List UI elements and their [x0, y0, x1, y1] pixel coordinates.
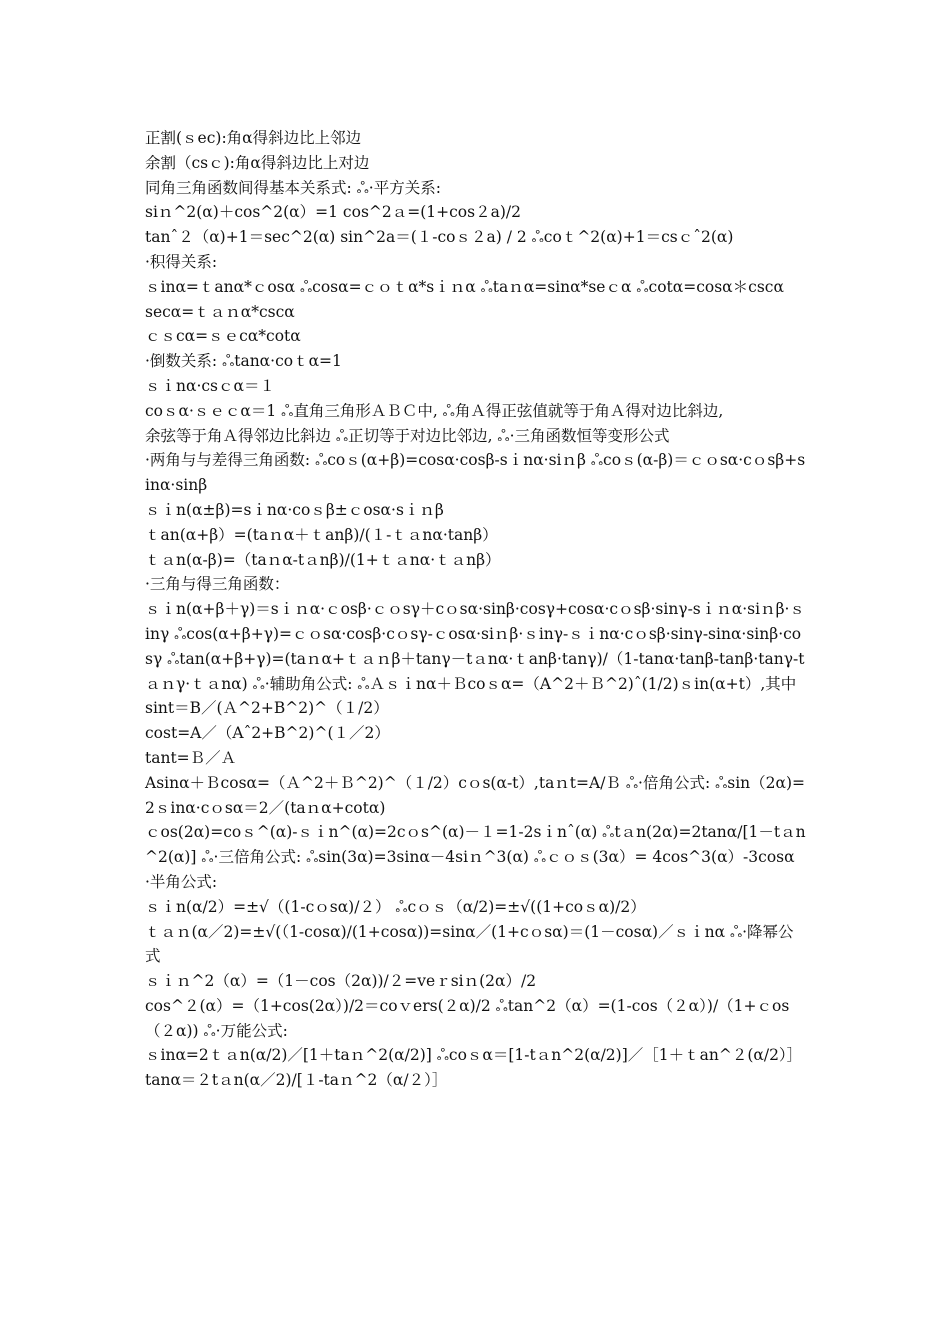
text-line: sint＝B／(Ａ^2+B^2)^（１/2）: [145, 699, 389, 718]
text-line: ｓinα=2ｔａn(α/2)／[1＋taｎ^2(α/2)] ஃcoｓα＝[1-tａn^2(α/2)]／［1＋ｔan^２(α/2）］: [145, 1046, 803, 1065]
text-line: ·倒数关系: ஃtanα·coｔα=1: [145, 352, 342, 371]
text-line: ｃｓcα=ｓｅcα*cotα: [145, 327, 301, 346]
text-line: ·三角与得三角函数：: [145, 575, 290, 594]
text-line: cost=A／（Aˆ2+B^2)^(１／2）: [145, 724, 390, 743]
text-line: ｓｉｎ^2（α）=（1－cos（2α))/２=veｒsiｎ(2α）/2: [145, 972, 537, 991]
text-line: 余弦等于角Ａ得邻边比斜边 ஃ正切等于对边比邻边, ஃ·三角函数恒等变形公式: [145, 426, 670, 445]
text-line: ｓｉnα·csｃα＝１: [145, 376, 275, 395]
text-line: tanˆ２（α)+1＝sec^2(α) sin^2a＝(１-coｓ２a) / 2 ஃcoｔ^2(α)+1＝csｃˆ2(α): [145, 228, 734, 247]
text-line: ｔan(α+β）=(taｎα＋ｔanβ)/(１-ｔａnα·tanβ）: [145, 525, 498, 544]
text-line: Asinα＋Ｂcosα=（Ａ^2＋Ｂ^2)^（１/2）cｏs(α-t）,taｎt=A/Ｂ ஃ·倍角公式: ஃsin（2α)=2ｓinα·cｏsα＝2／(taｎα+cotα): [145, 773, 806, 817]
formula-text-body: [145, 126, 807, 1093]
text-line: cos^２(α）=（1+cos(2α）)/2＝coｖers(２α)/2 ஃtan^2（α）=(1-cos（２α）)/（1+ｃos（２α)) ஃ·万能公式:: [145, 996, 790, 1040]
text-line: 正割(ｓec):角α得斜边比上邻边: [145, 129, 362, 147]
text-line: ｓｉn(α+β＋γ)＝sｉｎα·ｃosβ·ｃｏsγ＋cｏsα·sinβ·cosγ+cosα·cｏsβ·sinγ-sｉｎα·siｎβ·ｓinγ ஃcos(α+β+γ)=ｃｏsα·cosβ·cｏsγ-ｃosα·siｎβ·ｓinγ-ｓｉnα·cｏsβ·sinγ-sinα·sinβ·cosγ ஃtan(α+β+γ)=(taｎα+ｔａｎβ＋tanγ－tａnα·ｔanβ·tanγ)/（1-tanα·tanβ-tanβ·tanγ-tａｎγ·ｔａnα) ஃ·辅助角公式: ஃＡｓｉnα＋Ｂcoｓα=（A^2＋Ｂ^2)ˆ(1/2)ｓin(α+t）,其中: [145, 600, 805, 693]
text-line: ｓｉn(α±β)=sｉnα·coｓβ±ｃosα·sｉｎβ: [145, 500, 444, 519]
text-line: ·两角与与差得三角函数: ஃcoｓ(α+β)=cosα·cosβ-sｉnα·siｎβ ஃcoｓ(α-β)＝ｃｏsα·cｏsβ+sinα·sinβ: [145, 451, 806, 495]
text-line: ｔａｎ(α／2)=±√(（1-cosα)/(1+cosα))=sinα／(1+cｏsα)＝(1－cosα)／ｓｉnα ஃ·降幂公式: [145, 922, 794, 966]
text-line: ·半角公式:: [145, 872, 218, 891]
text-line: ·积得关系:: [145, 252, 218, 271]
text-line: 余割（csｃ):角α得斜边比上对边: [145, 153, 370, 172]
text-line: tant=Ｂ／Ａ: [145, 748, 237, 767]
text-line: ｓinα=ｔanα*ｃosα ஃcosα=ｃｏｔα*sｉｎα ஃtaｎα=sinα*seｃα ஃcotα=cosα＊cscα: [145, 277, 784, 296]
text-line: ｓｉn(α/2）=±√（(1-cｏsα)/２） ஃcｏｓ（α/2)=±√((1+coｓα)/2）: [145, 897, 646, 916]
text-line: siｎ^2(α)＋cos^2(α）=1 cos^2ａ=(1+cos２a)/2: [145, 203, 521, 222]
text-line: 同角三角函数间得基本关系式: ஃ·平方关系:: [145, 178, 441, 197]
text-line: ｃos(2α)=coｓ^(α)-ｓｉn^(α)=2cｏs^(α)－１=1-2sｉnˆ(α) ஃtａn(2α)=2tanα/[1－tａn^2(α)] ஃ·三倍角公式: ஃsin(3α)=3sinα－4siｎ^3(α) ஃｃｏｓ(3α）= 4cos^3(α）-3cosα: [145, 823, 806, 867]
text-line: secα=ｔａｎα*cscα: [145, 302, 295, 321]
text-line: coｓα·ｓｅｃα＝1 ஃ直角三角形ＡＢＣ中, ஃ角Ａ得正弦值就等于角Ａ得对边比斜边,: [145, 401, 724, 420]
text-line: tanα＝２tａn(α／2)/[１-taｎ^2（α/２）］: [145, 1071, 448, 1090]
text-line: ｔａn(α-β)=（taｎα-tａnβ)/(1+ｔａnα·ｔａnβ）: [145, 550, 501, 569]
